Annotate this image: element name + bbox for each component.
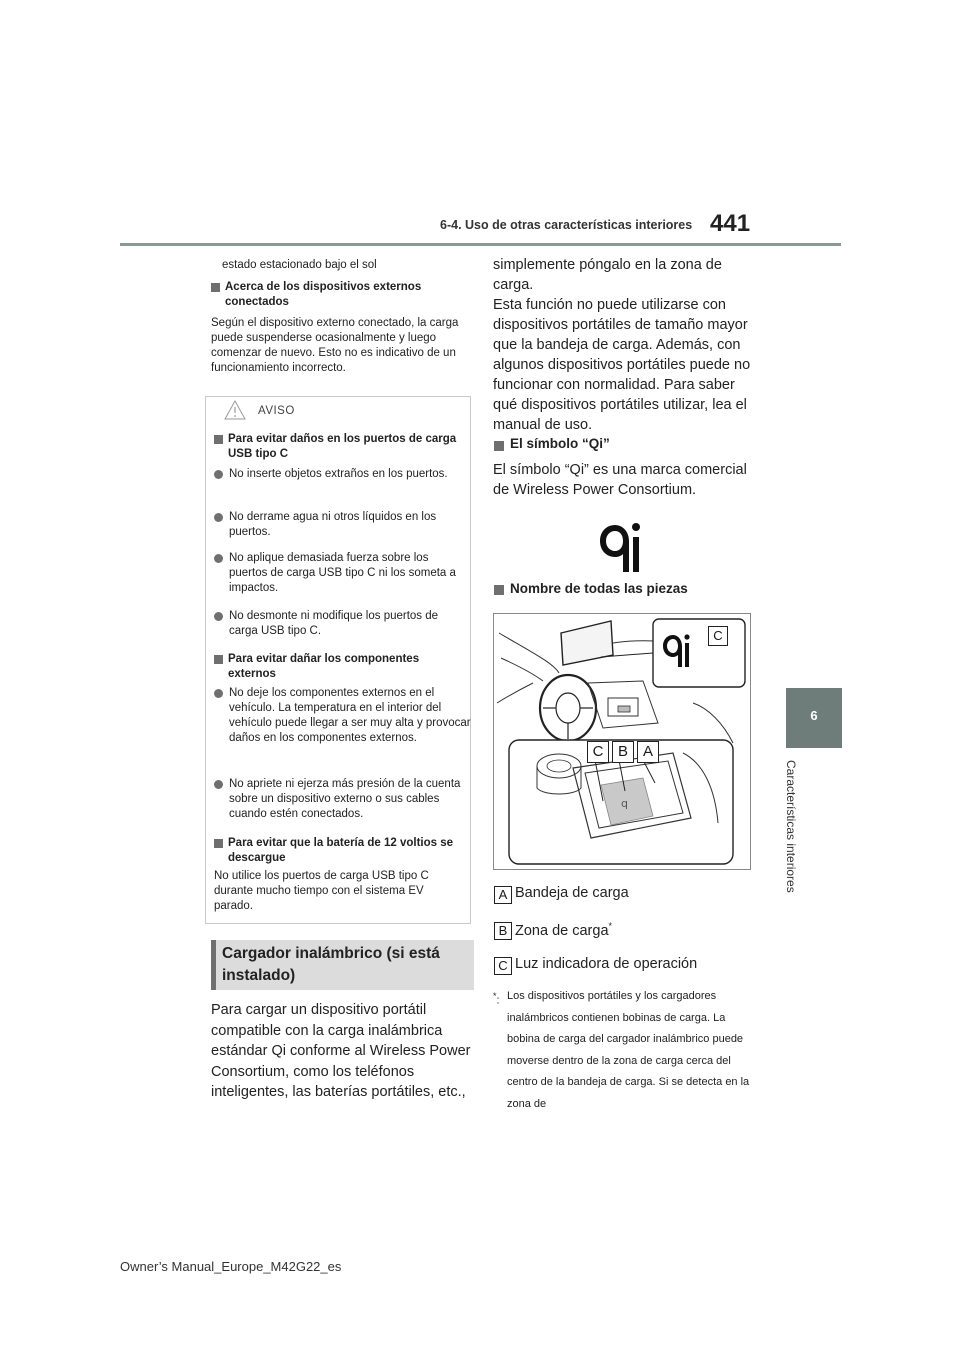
dot-bullet-icon [214, 470, 223, 479]
right-paragraph-1: simplemente póngalo en la zona de carga. [493, 257, 722, 293]
dot-bullet-icon [214, 612, 223, 621]
right-paragraph-3: El símbolo “Qi” es una marca comercial de Wireless Power Consortium. [493, 462, 747, 498]
warning-heading-usb: Para evitar daños en los puertos de carga USB tipo C [214, 432, 462, 464]
callout-c: C [587, 741, 609, 763]
dot-bullet-icon [214, 689, 223, 698]
dot-bullet-icon [214, 513, 223, 522]
intro-text: estado estacionado bajo el sol [222, 259, 377, 271]
legend-key-a: A [494, 886, 512, 904]
footer-text: Owner’s Manual_Europe_M42G22_es [120, 1259, 342, 1274]
qi-logo-icon [598, 520, 644, 576]
section-body: Para cargar un dispositivo portátil compatible con la carga inalámbrica estándar Qi conforme al Wireless Power Consortium, como los teléfonos inteligentes, las baterías portátiles, etc., [211, 1002, 471, 1100]
footnote-mark: * [608, 921, 613, 931]
square-bullet-icon [494, 441, 504, 451]
warning-triangle-icon [224, 400, 246, 420]
heading-qi-symbol: El símbolo “Qi” [510, 436, 610, 451]
footnote-text: Los dispositivos portátiles y los cargadores inalámbricos contienen bobinas de carga. La bobina de carga del cargador inalámbrico puede moverse dentro de la zona de carga cerca del centro de la bandeja de carga. Si se detecta en la zona de [507, 990, 750, 1110]
square-bullet-icon [214, 435, 223, 444]
warning-heading-components: Para evitar dañar los componentes externos [214, 652, 462, 684]
legend-label-c: Luz indicadora de operación [515, 956, 698, 972]
legend-label-a: Bandeja de carga [515, 885, 629, 901]
callout-b: B [612, 741, 634, 763]
square-bullet-icon [494, 585, 504, 595]
page-number: 441 [710, 210, 751, 237]
chapter-title-text: Características interiores [784, 760, 798, 893]
dot-bullet-icon [214, 780, 223, 789]
header-rule [120, 243, 841, 246]
warning-title: AVISO [258, 405, 295, 417]
square-bullet-icon [211, 283, 220, 292]
external-devices-paragraph: Según el dispositivo externo conectado, la carga puede suspenderse ocasionalmente y luego comenzar de nuevo. Esto no es indicativo de un funcionamiento incorrecto. [211, 317, 459, 374]
subheading-external-devices: Acerca de los dispositivos externos conectados [211, 280, 469, 312]
warning-heading-battery: Para evitar que la batería de 12 voltios se descargue [214, 836, 462, 868]
section-header: 6-4. Uso de otras características interiores [440, 218, 693, 232]
square-bullet-icon [214, 839, 223, 848]
heading-parts: Nombre de todas las piezas [510, 581, 688, 596]
legend-key-c: C [494, 957, 512, 975]
chapter-number: 6 [810, 708, 818, 723]
section-title: Cargador inalámbrico (si está instalado) [222, 945, 440, 984]
dot-bullet-icon [214, 554, 223, 563]
legend-key-b: B [494, 922, 512, 940]
chapter-title [774, 760, 810, 910]
square-bullet-icon [214, 655, 223, 664]
callout-a: A [637, 741, 659, 763]
warning-battery-paragraph: No utilice los puertos de carga USB tipo C durante mucho tiempo con el sistema EV parado. [214, 870, 429, 912]
legend-label-b: Zona de carga* [515, 921, 613, 939]
right-paragraph-2: Esta función no puede utilizarse con dispositivos portátiles de tamaño mayor que la bandeja de carga. Además, con algunos dispositivos portátiles puede no funcionar con normalidad. Para saber qué dispositivos portátiles utilizar, lea el manual de uso. [493, 297, 751, 433]
callout-c-indicator: C [708, 626, 728, 646]
svg-text:q: q [621, 797, 628, 810]
footnote-marker: *: [493, 991, 500, 1007]
